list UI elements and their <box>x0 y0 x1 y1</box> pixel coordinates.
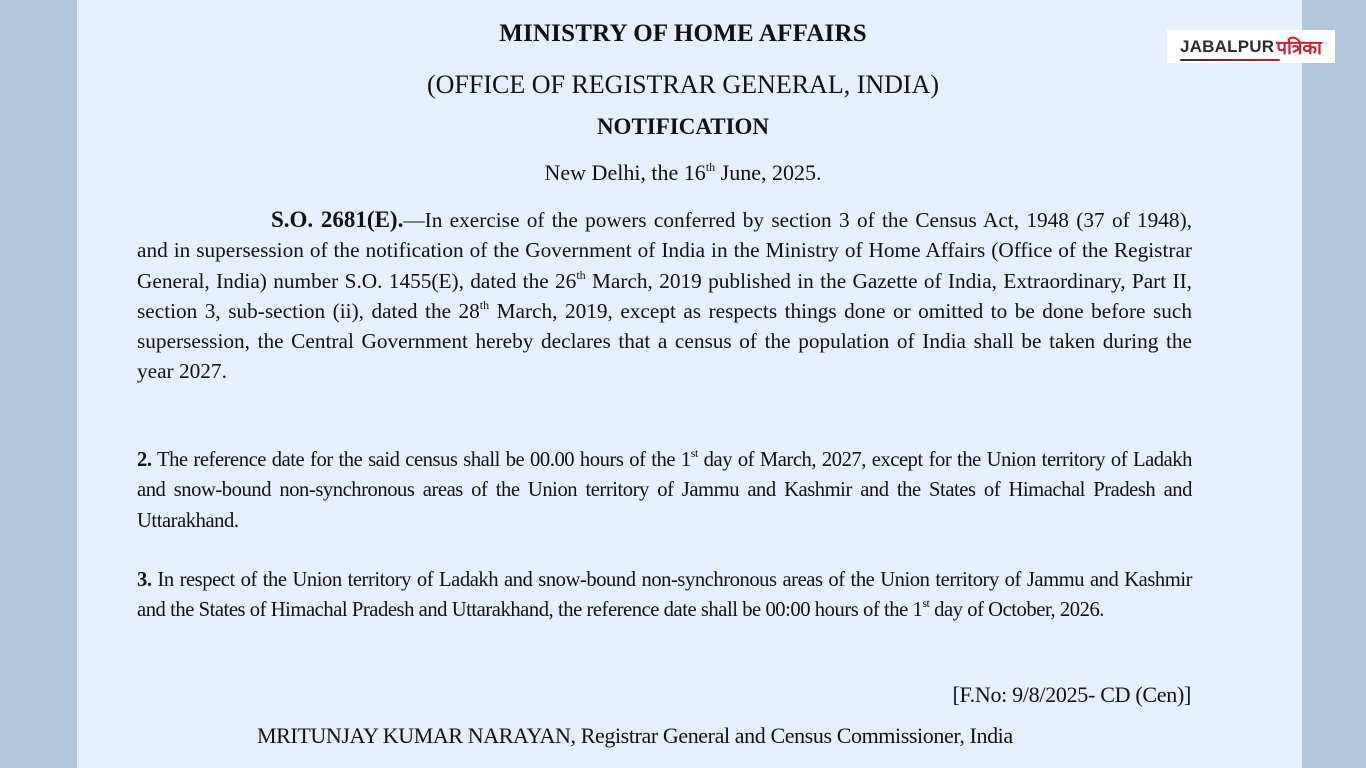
paragraph-number: 3. <box>137 569 152 591</box>
ministry-heading: MINISTRY OF HOME AFFAIRS <box>499 20 867 47</box>
paragraph-2: 2. The reference date for the said census shall be 00.00 hours of the 1st day of March, 2027, except for the Union territory of Ladakh and snow-bound non-synchronous areas of the Union territory of Jammu and Kashmir and the States of Himachal Pradesh and Uttarakhand. <box>137 446 1192 532</box>
so-number: S.O. 2681(E). <box>271 207 404 232</box>
notification-date: New Delhi, the 16th June, 2025. <box>544 160 822 185</box>
office-heading: (OFFICE OF REGISTRAR GENERAL, INDIA) <box>426 70 940 99</box>
paragraph-1: S.O. 2681(E).—In exercise of the powers conferred by section 3 of the Census Act, 1948 (37 of 1948), and in supersession of the notification of the Government of India in the Ministry of Home Affairs (Office of the Registrar General, India) number S.O. 1455(E), dated the 26th March, 2019 published in the Gazette of India, Extraordinary, Part II, section 3, sub-section (ii), dated the 28th March, 2019, except as respects things done or omitted to be done before such supersession, the Central Government hereby declares that a census of the population of India shall be taken during the year 2027. <box>137 207 1192 384</box>
paragraph-3: 3. In respect of the Union territory of Ladakh and snow-bound non-synchronous areas of the Union territory of Jammu and Kashmir and the States of Himachal Pradesh and Uttarakhand, the reference date shall be 00:00 hours of the 1st day of October, 2026. <box>137 569 1192 622</box>
file-number: [F.No: 9/8/2025- CD (Cen)] <box>952 682 1191 707</box>
logo-english-text: JABALPUR <box>1180 36 1275 56</box>
notification-title: NOTIFICATION <box>596 114 770 139</box>
logo-hindi-text: पत्रिका <box>1276 36 1322 59</box>
paragraph-number: 2. <box>137 449 152 471</box>
signatory: MRITUNJAY KUMAR NARAYAN, Registrar General and Census Commissioner, India <box>257 723 1013 748</box>
